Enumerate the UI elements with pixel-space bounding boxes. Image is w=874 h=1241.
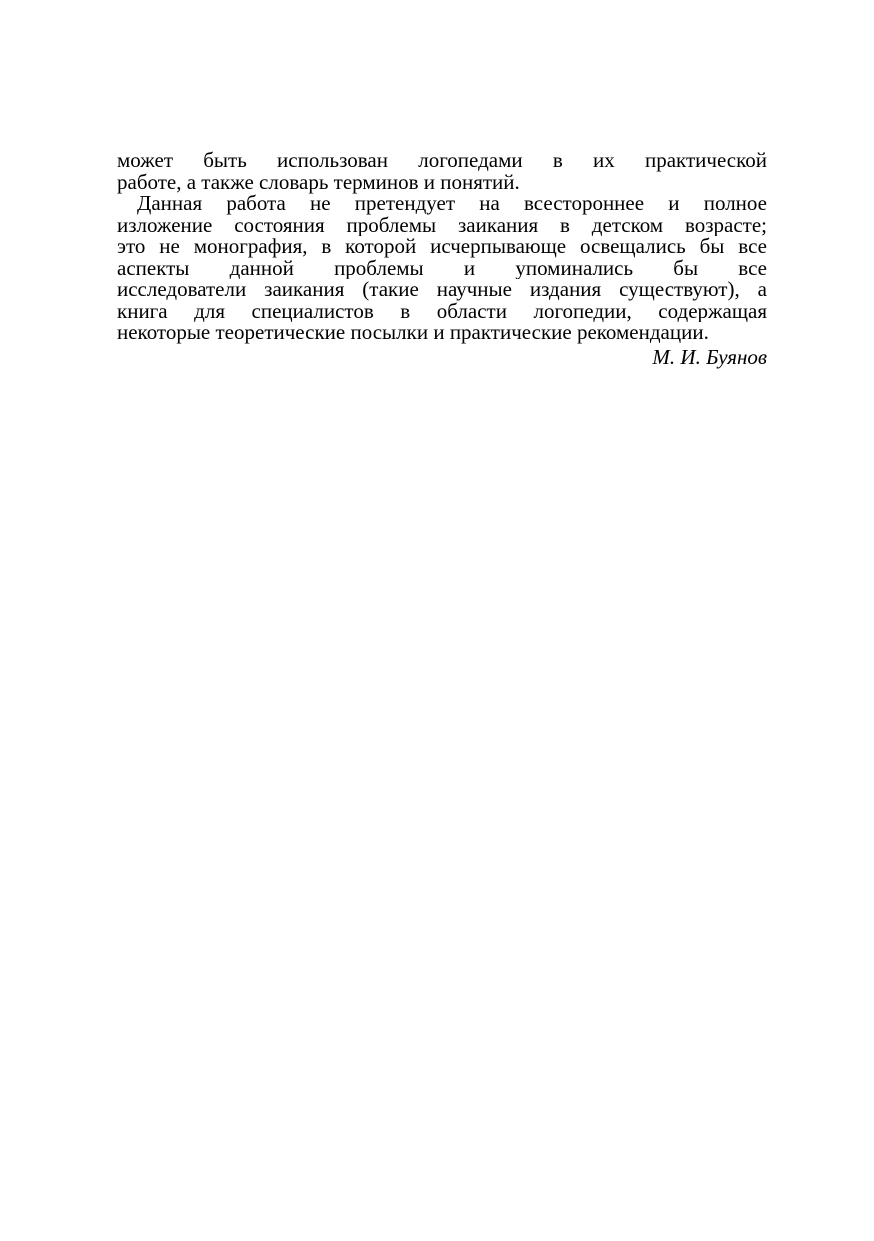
paragraph-first-line: Данная работа не претендует на всестороннее и полное — [137, 193, 767, 215]
text-line: изложение состояния проблемы заикания в детском возрасте; — [117, 214, 767, 236]
text-line: это не монография, в которой исчерпывающе освещались бы все — [117, 236, 767, 258]
text-line: работе, а также словарь терминов и понятий. — [117, 169, 520, 194]
text-line: книга для специалистов в области логопедии, содержащая — [117, 300, 767, 322]
text-line: исследователи заикания (такие научные издания существуют), а — [117, 279, 767, 301]
text-line: может быть использован логопедами в их практической — [117, 150, 767, 172]
author-signature: М. И. Буянов — [652, 344, 767, 369]
text-line: аспекты данной проблемы и упоминались бы все — [117, 257, 767, 279]
body-text — [117, 150, 767, 371]
text-line: некоторые теоретические посылки и практические рекомендации. — [117, 320, 709, 344]
